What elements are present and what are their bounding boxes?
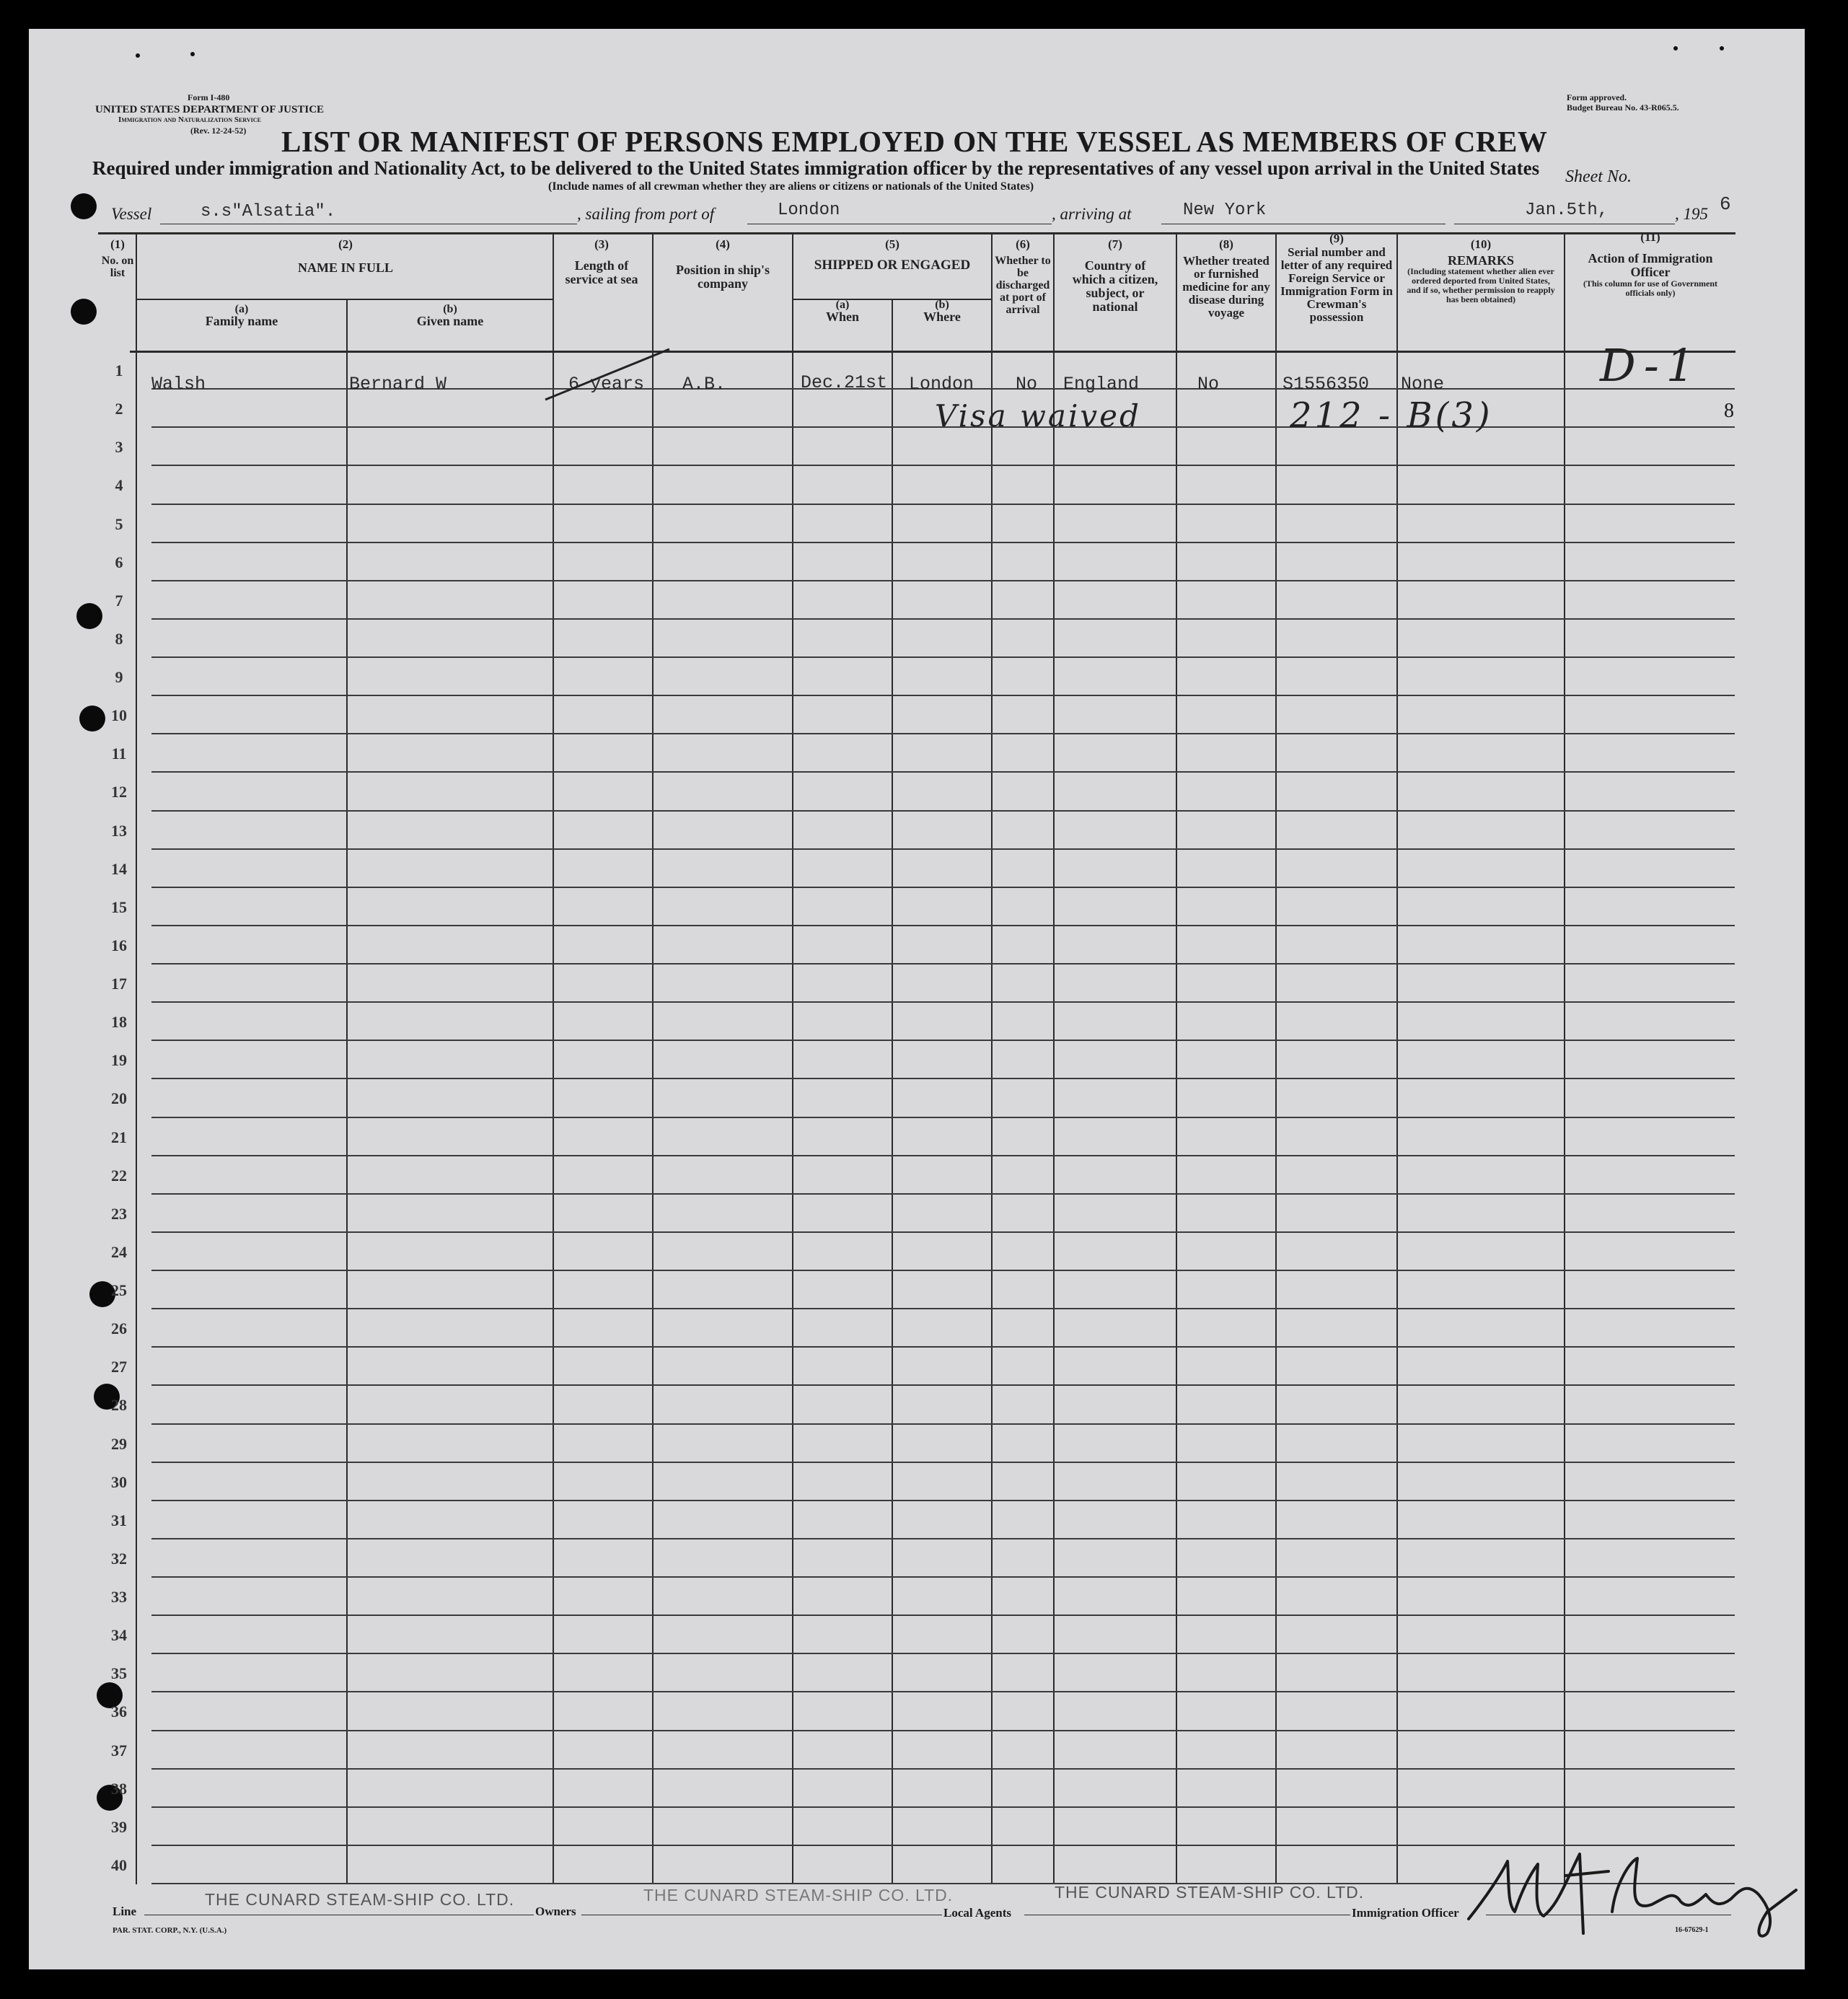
col-number: (6) — [1016, 237, 1030, 251]
col1-header — [101, 238, 134, 279]
row-number: 22 — [111, 1167, 127, 1185]
crew-note: (Include names of all crewman whether they are aliens or citizens or nationals of the United States) — [548, 180, 1034, 193]
scan-speck — [136, 53, 140, 58]
col5-header — [793, 238, 991, 271]
row-line — [151, 1040, 1735, 1041]
col3-header — [564, 238, 639, 286]
row-number: 1 — [115, 361, 123, 379]
col-sublabel: (This column for use of Government officials only) — [1583, 278, 1718, 298]
entry-position: A.B. — [682, 374, 726, 395]
row-line — [151, 1576, 1735, 1578]
col-number: (11) — [1640, 230, 1660, 244]
col-divider — [1176, 232, 1177, 1884]
row-number: 20 — [111, 1089, 127, 1107]
row-number: 34 — [111, 1626, 127, 1644]
col10-header — [1398, 238, 1564, 304]
row-line — [151, 618, 1735, 620]
punch-hole — [71, 299, 97, 325]
row-line — [151, 848, 1735, 850]
row-line — [151, 1001, 1735, 1003]
col-label: Action of Immigration Officer — [1588, 251, 1713, 279]
sailing-port: London — [778, 201, 840, 220]
year-digit: 6 — [1720, 193, 1731, 215]
row-number: 19 — [111, 1051, 127, 1069]
row-number: 32 — [111, 1550, 127, 1568]
row-line — [151, 1423, 1735, 1425]
row-number: 6 — [115, 553, 123, 571]
row-number: 17 — [111, 975, 127, 993]
table-header-bottom — [130, 351, 1735, 353]
col6-header — [993, 238, 1053, 316]
col-divider — [136, 232, 137, 1884]
form-reference-note: 212 - B(3) — [1290, 395, 1493, 436]
officer-signature — [1457, 1832, 1803, 1948]
row-line — [151, 1193, 1735, 1195]
margin-number: 8 — [1724, 400, 1734, 422]
row-number: 36 — [111, 1703, 127, 1721]
col2a-header — [137, 303, 346, 328]
year-prefix: , 195 — [1675, 205, 1708, 223]
scan-speck — [1673, 46, 1678, 50]
col-label: Serial number and letter of any required Foreign Service or Immigration Form in Crewman's possession — [1280, 245, 1393, 324]
entry-treated: No — [1197, 374, 1220, 395]
row-line — [151, 1346, 1735, 1348]
printer-imprint: PAR. STAT. CORP., N.Y. (U.S.A.) — [113, 1926, 227, 1935]
immigration-action-note: D-1 — [1600, 339, 1702, 392]
col-sub-label: When — [825, 309, 859, 324]
row-number: 27 — [111, 1358, 127, 1376]
row-line — [151, 925, 1735, 926]
approval-line-2: Budget Bureau No. 43-R065.5. — [1567, 102, 1679, 113]
row-line — [151, 1155, 1735, 1156]
col-number: (4) — [716, 237, 730, 251]
service-name: Immigration and Naturalization Service — [118, 115, 261, 124]
row-line — [151, 542, 1735, 543]
row-number: 30 — [111, 1473, 127, 1491]
scan-speck — [1720, 46, 1724, 50]
row-number: 35 — [111, 1664, 127, 1682]
vessel-label: Vessel — [111, 205, 152, 223]
col-divider — [892, 299, 893, 1884]
line-stamp: THE CUNARD STEAM-SHIP CO. LTD. — [205, 1890, 515, 1909]
entry-discharged: No — [1016, 374, 1038, 395]
entry-remarks: None — [1401, 374, 1445, 395]
row-number: 31 — [111, 1511, 127, 1529]
row-line — [151, 1462, 1735, 1463]
officer-label: Immigration Officer — [1352, 1906, 1459, 1920]
sailing-label: , sailing from port of — [577, 205, 715, 223]
col-divider — [553, 232, 554, 1884]
col8-header — [1177, 238, 1275, 320]
col-number: (9) — [1329, 232, 1344, 245]
row-line — [151, 733, 1735, 734]
col-label: No. on list — [101, 255, 134, 279]
row-line — [151, 1078, 1735, 1079]
row-number: 21 — [111, 1128, 127, 1146]
punch-hole — [79, 706, 105, 731]
row-number: 39 — [111, 1818, 127, 1836]
col-divider — [1396, 232, 1398, 1884]
row-number: 16 — [111, 936, 127, 954]
vessel-name: s.s"Alsatia". — [201, 202, 336, 221]
entry-family-name: Walsh — [151, 374, 206, 395]
row-number: 24 — [111, 1243, 127, 1261]
row-number: 14 — [111, 860, 127, 878]
row-number: 2 — [115, 400, 123, 418]
entry-shipped-where: London — [909, 374, 974, 395]
col-number: (10) — [1470, 237, 1492, 251]
col-label: SHIPPED OR ENGAGED — [814, 258, 971, 273]
col-sub-number: (b) — [443, 303, 457, 315]
entry-given-name: Bernard W — [349, 374, 447, 395]
arrival-date: Jan.5th, — [1525, 201, 1609, 220]
row-number: 9 — [115, 668, 123, 686]
col-sub-label: Where — [923, 309, 961, 324]
col-number: (2) — [338, 237, 353, 251]
row-number: 15 — [111, 898, 127, 916]
row-line — [151, 1768, 1735, 1770]
punch-hole — [76, 603, 102, 629]
row-line — [151, 1270, 1735, 1271]
row-number: 29 — [111, 1435, 127, 1453]
row-line — [151, 1614, 1735, 1616]
row-number: 28 — [111, 1396, 127, 1414]
entry-service-length: 6 years — [568, 374, 645, 395]
scan-speck — [190, 52, 195, 56]
col-divider — [991, 232, 993, 1884]
entry-shipped-when: Dec.21st — [801, 372, 888, 393]
col-number: (7) — [1108, 237, 1122, 251]
sheet-no-label: Sheet No. — [1565, 167, 1632, 186]
row-line — [151, 963, 1735, 965]
approval-line-1: Form approved. — [1567, 92, 1627, 102]
row-number: 11 — [111, 744, 127, 763]
entry-serial-number: S1556350 — [1282, 374, 1370, 395]
col-sub-number: (b) — [935, 299, 949, 311]
col-divider — [1053, 232, 1055, 1884]
form-revision: (Rev. 12-24-52) — [190, 126, 247, 136]
subtitle: Required under immigration and Nationality Act, to be delivered to the United States immigration officer by the representatives of any vessel upon arrival in the United States — [92, 157, 1540, 179]
row-line — [151, 1308, 1735, 1309]
col7-header — [1055, 238, 1176, 314]
col-sub-number: (a) — [234, 303, 249, 315]
name-subheader-line — [137, 299, 554, 300]
row-line — [151, 1806, 1735, 1808]
row-number: 7 — [115, 592, 123, 610]
row-number: 13 — [111, 822, 127, 840]
row-number: 10 — [111, 706, 127, 724]
col-number: (5) — [885, 237, 899, 251]
agents-stamp: THE CUNARD STEAM-SHIP CO. LTD. — [1055, 1883, 1365, 1902]
form-code: 16-67629-1 — [1675, 1926, 1709, 1934]
row-number: 18 — [111, 1013, 127, 1031]
page-title: LIST OR MANIFEST OF PERSONS EMPLOYED ON THE VESSEL AS MEMBERS OF CREW — [281, 125, 1548, 158]
col-divider — [346, 299, 348, 1884]
col-label: Whether treated or furnished medicine for any disease during voyage — [1182, 254, 1270, 320]
col-divider — [652, 232, 654, 1884]
entry-country: England — [1063, 374, 1140, 395]
row-line — [151, 1117, 1735, 1118]
col-divider — [1564, 232, 1565, 1884]
col-number: (1) — [110, 237, 125, 251]
col-label: Position in ship's company — [675, 263, 770, 291]
row-number: 12 — [111, 783, 127, 801]
col-sub-label: Given name — [416, 314, 484, 328]
row-number: 23 — [111, 1205, 127, 1223]
row-line — [151, 810, 1735, 812]
punch-hole — [71, 193, 97, 219]
department-name: UNITED STATES DEPARTMENT OF JUSTICE — [95, 104, 325, 115]
row-line — [151, 1384, 1735, 1386]
col-label: NAME IN FULL — [297, 260, 393, 275]
col2b-header — [348, 303, 553, 328]
row-number: 3 — [115, 438, 123, 456]
row-number: 33 — [111, 1588, 127, 1606]
visa-waived-note: Visa waived — [935, 398, 1141, 434]
col-sub-number: (a) — [835, 299, 850, 311]
row-line — [151, 580, 1735, 581]
col4-header — [654, 238, 792, 291]
service-strike-mark — [540, 342, 677, 407]
row-line — [151, 1653, 1735, 1654]
col5b-header — [893, 299, 991, 323]
col-sub-label: Family name — [205, 314, 278, 328]
row-number: 26 — [111, 1319, 127, 1337]
row-number: 4 — [115, 476, 123, 494]
row-number: 38 — [111, 1780, 127, 1798]
form-number: Form I-480 — [188, 92, 230, 102]
col-divider — [792, 232, 793, 1884]
agents-label: Local Agents — [943, 1906, 1011, 1920]
arriving-port: New York — [1183, 201, 1267, 220]
row-line — [151, 656, 1735, 658]
row-line — [151, 1538, 1735, 1539]
col2-header — [137, 238, 554, 274]
row-number: 8 — [115, 630, 123, 648]
col5a-header — [793, 299, 892, 323]
row-line — [151, 887, 1735, 888]
row-line — [151, 1691, 1735, 1692]
col-label: Country of which a citizen, subject, or national — [1072, 258, 1158, 314]
row-line — [151, 1500, 1735, 1501]
row-line — [151, 465, 1735, 466]
col-label: Whether to be discharged at port of arrival — [995, 255, 1051, 316]
row-line — [151, 695, 1735, 696]
col-number: (8) — [1219, 237, 1233, 251]
col-label: REMARKS — [1447, 253, 1514, 268]
table-top-border — [98, 232, 1735, 234]
line-label: Line — [113, 1904, 137, 1918]
col-divider — [1275, 232, 1277, 1884]
col9-header — [1277, 232, 1396, 324]
arriving-label: , arriving at — [1052, 205, 1132, 223]
owners-label: Owners — [535, 1904, 576, 1918]
row-line — [151, 1231, 1735, 1233]
row-line — [151, 504, 1735, 505]
row-number: 25 — [111, 1281, 127, 1299]
row-number: 5 — [115, 515, 123, 533]
row-line — [151, 1730, 1735, 1731]
col-number: (3) — [594, 237, 609, 251]
owners-stamp: THE CUNARD STEAM-SHIP CO. LTD. — [643, 1886, 954, 1904]
col-sublabel: (Including statement whether alien ever ordered deported from United States, and if so, whether permission to reapply has been obtained) — [1407, 266, 1555, 304]
row-line — [151, 771, 1735, 773]
row-number: 37 — [111, 1741, 127, 1759]
col11-header — [1565, 231, 1735, 298]
row-number: 40 — [111, 1856, 127, 1874]
col-label: Length of service at sea — [565, 258, 638, 286]
